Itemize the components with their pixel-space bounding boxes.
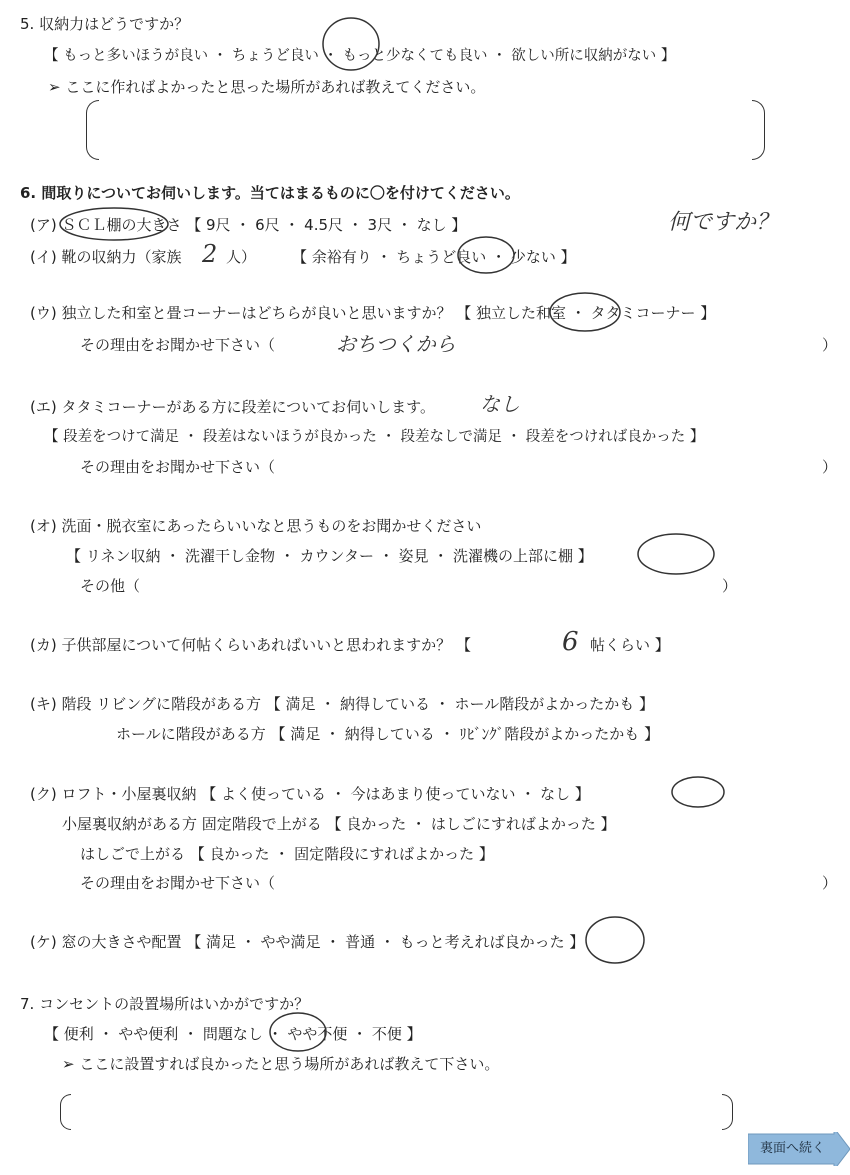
q6-e-close-paren: ） (822, 458, 838, 476)
q6-ke-line: (ケ) 窓の大きさや配置 【 満足 ・ やや満足 ・ 普通 ・ もっと考えれば良かった 】 (30, 933, 585, 951)
q6-ku-circle-mark (670, 774, 726, 810)
q6-ku-line-1: (ク) ロフト・小屋裏収納 【 よく使っている ・ 今はあまり使っていない ・ なし 】 (30, 785, 590, 803)
q5-heading: 5. 収納力はどうですか？ (20, 15, 190, 33)
next-page-label: 裏面へ続く (760, 1141, 826, 1156)
q7-options: 【 便利 ・ やや便利 ・ 問題なし ・ やや不便 ・ 不便 】 (44, 1025, 422, 1043)
q5-sub: ➢ ここに作ればよかったと思った場所があれば教えてください。 (48, 78, 486, 96)
q6-a-handwritten: 何ですか？ (668, 210, 779, 235)
q6-ka-line-end: 帖くらい 】 (590, 636, 670, 654)
q6-ka-line: (カ) 子供部屋について何帖くらいあればいいと思われますか？ 【 (30, 636, 471, 654)
q6-ka-handwritten: 6 (562, 627, 579, 657)
q6-u-circle-mark (548, 290, 622, 334)
q6-o-circle-mark (636, 530, 716, 578)
q6-a-line: (ア) ＳＣＬ棚の大きさ 【 9尺 ・ 6尺 ・ 4.5尺 ・ 3尺 ・ なし 】 (30, 216, 467, 234)
q6-ku-line-2: 小屋裏収納がある方 固定階段で上がる 【 良かった ・ はしごにすればよかった 】 (62, 815, 616, 833)
q7-answer-close (722, 1094, 733, 1130)
q6-u-line: (ウ) 独立した和室と畳コーナーはどちらが良いと思いますか？ 【 独立した和室 ・ タタミコーナー 】 (30, 304, 716, 322)
q6-i-line-1: (イ) 靴の収納力（家族 (30, 248, 182, 266)
q6-i-handwritten: 2 (202, 240, 218, 268)
q6-u-handwritten: おちつくから (336, 332, 456, 356)
q6-e-line: (エ) タタミコーナーがある方に段差についてお伺いします。 (30, 398, 435, 416)
q5-answer-open (86, 100, 99, 160)
q6-ku-reason: その理由をお聞かせ下さい（ (80, 874, 276, 892)
q6-e-handwritten: なし (480, 392, 520, 416)
q6-u-reason: その理由をお聞かせ下さい（ (80, 336, 276, 354)
q7-circle-mark (268, 1010, 328, 1054)
q5-options: 【 もっと多いほうが良い ・ ちょうど良い ・ もっと少なくても良い ・ 欲しい所に収納がない 】 (44, 48, 676, 64)
q7-answer-open (60, 1094, 71, 1130)
q6-i-circle-mark (456, 234, 516, 276)
q6-ke-circle-mark (584, 914, 646, 966)
q6-e-options: 【 段差をつけて満足 ・ 段差はないほうが良かった ・ 段差なしで満足 ・ 段差をつければ良かった 】 (44, 429, 705, 445)
q6-i-options: 【 余裕有り ・ ちょうど良い ・ 少ない 】 (292, 248, 576, 266)
next-page-button[interactable] (748, 1132, 850, 1166)
q6-ku-close-paren: ） (822, 874, 838, 892)
q6-o-other: その他（ (80, 577, 141, 595)
q6-i-line-2: 人） (226, 248, 257, 266)
q7-sub: ➢ ここに設置すれば良かったと思う場所があれば教えて下さい。 (62, 1055, 500, 1073)
q6-u-close-paren: ） (822, 336, 838, 354)
q6-o-line: (オ) 洗面・脱衣室にあったらいいなと思うものをお聞かせください (30, 517, 482, 535)
q6-ki-line-2: ホールに階段がある方 【 満足 ・ 納得している ・ ﾘﾋﾞﾝｸﾞ階段がよかったかも 】 (116, 725, 660, 743)
q6-o-close-paren: ） (722, 577, 738, 595)
q6-o-options: 【 リネン収納 ・ 洗濯干し金物 ・ カウンター ・ 姿見 ・ 洗濯機の上部に棚 】 (66, 547, 593, 565)
q5-circle-mark (320, 12, 382, 72)
q6-a-circle-mark (58, 206, 174, 242)
q6-heading: 6. 間取りについてお伺いします。当てはまるものに〇を付けてください。 (20, 184, 520, 202)
q5-answer-close (752, 100, 765, 160)
q6-e-reason: その理由をお聞かせ下さい（ (80, 458, 276, 476)
q6-ku-line-3: はしごで上がる 【 良かった ・ 固定階段にすればよかった 】 (80, 845, 494, 863)
q7-heading: 7. コンセントの設置場所はいかがですか？ (20, 995, 310, 1013)
q6-ki-line-1: (キ) 階段 リビングに階段がある方 【 満足 ・ 納得している ・ ホール階段がよかったかも 】 (30, 695, 655, 713)
